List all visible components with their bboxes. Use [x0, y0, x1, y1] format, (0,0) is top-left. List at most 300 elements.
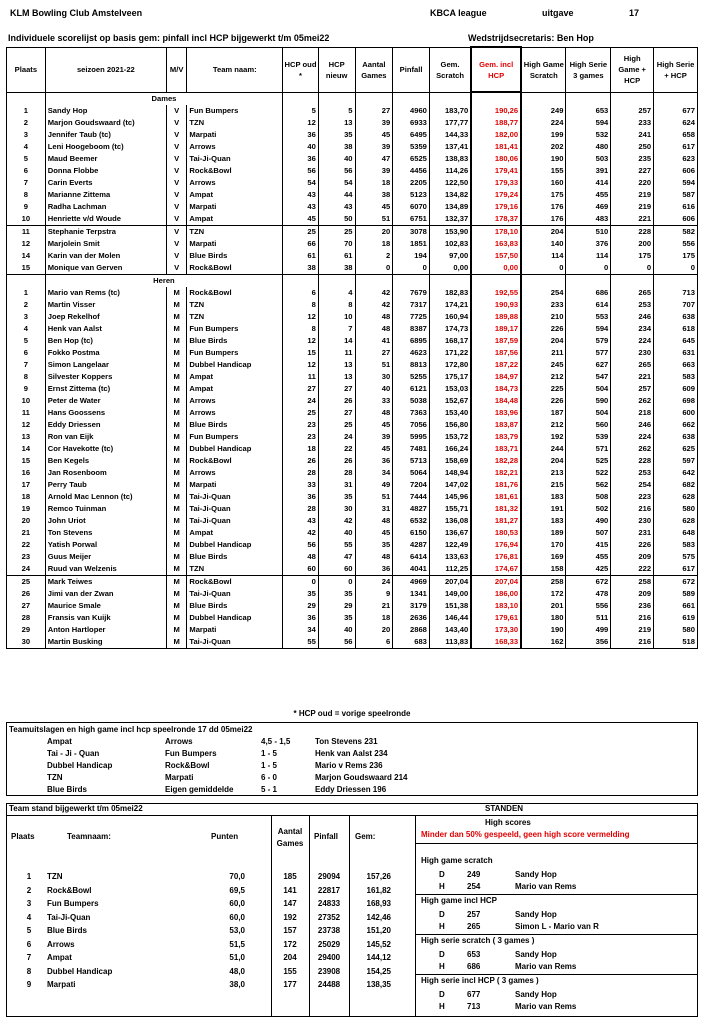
cell: 6121 [393, 383, 430, 395]
cell: 27 [318, 407, 355, 419]
cell: 28 [7, 612, 46, 624]
cell: 614 [566, 299, 611, 311]
cell: 642 [654, 467, 698, 479]
cell: Tai-Ji-Quan [187, 153, 283, 165]
cell: 224 [611, 431, 654, 443]
table-row [7, 250, 698, 262]
cell: 6 [355, 636, 393, 649]
cell: 26 [318, 455, 355, 467]
cell: Arrows [187, 141, 283, 153]
cell: 262 [611, 443, 654, 455]
cell: 11 [7, 225, 46, 238]
team-result-cell: Arrows [165, 737, 193, 746]
cell: 226 [611, 539, 654, 551]
cell: 532 [566, 129, 611, 141]
cell: 158 [521, 563, 566, 576]
cell: 230 [611, 347, 654, 359]
cell: 12 [7, 238, 46, 250]
cell: 8 [283, 299, 319, 311]
cell: Leni Hoogeboom (tc) [45, 141, 166, 153]
cell: 176 [521, 213, 566, 226]
cell: Arnold Mac Lennon (tc) [45, 491, 166, 503]
col-header: Gem. incl HCP [471, 47, 521, 92]
cell: 233 [521, 299, 566, 311]
cell: 40 [318, 527, 355, 539]
cell: 5 [283, 105, 319, 117]
cell: 191 [521, 503, 566, 515]
score-table-body [7, 92, 698, 648]
cell: 230 [611, 515, 654, 527]
high-score-cell: Mario van Rems [515, 1002, 577, 1011]
cell: 6532 [393, 515, 430, 527]
cell: 140 [521, 238, 566, 250]
section-title: Heren [45, 274, 282, 287]
cell: 226 [521, 395, 566, 407]
cell: 219 [611, 189, 654, 201]
cell: 2205 [393, 177, 430, 189]
cell: 3179 [393, 600, 430, 612]
cell: 5995 [393, 431, 430, 443]
cell: 163,83 [471, 238, 521, 250]
cell: 114 [521, 250, 566, 262]
cell: 97,00 [429, 250, 471, 262]
cell: 7481 [393, 443, 430, 455]
cell: 169 [521, 551, 566, 563]
cell: 189,88 [471, 311, 521, 323]
cell: V [167, 117, 187, 129]
cell: 504 [566, 383, 611, 395]
cell: 38 [355, 189, 393, 201]
cell: M [167, 299, 187, 311]
table-row [7, 153, 698, 165]
cell: Blue Birds [187, 250, 283, 262]
table-row [7, 201, 698, 213]
cell: Ernst Zittema (tc) [45, 383, 166, 395]
cell: 29 [318, 600, 355, 612]
cell: TZN [187, 311, 283, 323]
cell: 600 [654, 407, 698, 419]
cell: 7 [7, 177, 46, 189]
cell: 556 [654, 238, 698, 250]
cell: Maurice Smale [45, 600, 166, 612]
standings-cell: 1 [26, 872, 32, 881]
standings-cell: 8 [26, 966, 32, 976]
cell: 682 [654, 479, 698, 491]
cell: 11 [7, 407, 46, 419]
cell: 38 [318, 141, 355, 153]
divider [272, 815, 273, 816]
cell: Marjolein Smit [45, 238, 166, 250]
cell: 144,33 [429, 129, 471, 141]
cell: 507 [566, 527, 611, 539]
cell: 18 [355, 238, 393, 250]
cell: 10 [7, 213, 46, 226]
cell: 3078 [393, 225, 430, 238]
standings-cell: 69,5 [229, 885, 245, 895]
cell: 175 [611, 250, 654, 262]
cell: 5 [318, 105, 355, 117]
standings-cell: 60,0 [229, 899, 245, 908]
standings-cell: 38,0 [229, 980, 245, 989]
cell: 617 [654, 563, 698, 576]
cell: 187,56 [471, 347, 521, 359]
cell: 172 [521, 588, 566, 600]
cell: 490 [566, 515, 611, 527]
cell: 18 [355, 177, 393, 189]
col-header: High Serie + HCP [654, 47, 698, 92]
cell: 56 [318, 165, 355, 177]
standings-label: STANDEN [485, 804, 524, 813]
cell: 23 [7, 551, 46, 563]
cell: Ampat [187, 527, 283, 539]
cell: 48 [355, 515, 393, 527]
cell: 508 [566, 491, 611, 503]
cell: 2636 [393, 612, 430, 624]
divider [349, 815, 350, 1017]
cell: M [167, 503, 187, 515]
cell: 503 [566, 153, 611, 165]
cell: 34 [355, 467, 393, 479]
cell: 653 [566, 105, 611, 117]
cell: 499 [566, 624, 611, 636]
cell: 571 [566, 443, 611, 455]
standings-cell: Rock&Bowl [47, 885, 92, 895]
table-row [7, 539, 698, 551]
cell: 171,22 [429, 347, 471, 359]
cell: 594 [654, 177, 698, 189]
cell: 2 [355, 250, 393, 262]
cell: M [167, 575, 187, 588]
cell: 5 [7, 153, 46, 165]
cell: Mario van Rems (tc) [45, 287, 166, 299]
cell: 36 [283, 612, 319, 624]
cell: 42 [318, 515, 355, 527]
team-result-cell: Blue Birds [47, 785, 88, 794]
cell: 30 [318, 503, 355, 515]
table-row [7, 177, 698, 189]
cell: 35 [318, 491, 355, 503]
cell: 55 [318, 539, 355, 551]
cell: 236 [611, 600, 654, 612]
standings-col-punten: Punten [211, 832, 239, 841]
divider [415, 843, 697, 844]
team-result-cell: 1 - 5 [261, 761, 278, 770]
standings-cell: 177 [283, 980, 297, 989]
cell: 7 [7, 359, 46, 371]
cell: 36 [355, 455, 393, 467]
standings-cell: 141 [283, 885, 297, 895]
cell: 502 [566, 503, 611, 515]
cell: 5359 [393, 141, 430, 153]
standings-cell: 157 [283, 926, 297, 935]
cell: 54 [318, 177, 355, 189]
high-score-cell: Simon L - Mario van R [515, 922, 599, 931]
cell: 39 [355, 431, 393, 443]
cell: 5713 [393, 455, 430, 467]
standings-cell: 2 [26, 885, 32, 895]
cell: 0 [393, 262, 430, 275]
cell: 3 [7, 129, 46, 141]
cell: Donna Flobbe [45, 165, 166, 177]
cell: 39 [355, 117, 393, 129]
cell: 147,02 [429, 479, 471, 491]
cell: 112,25 [429, 563, 471, 576]
cell: 15 [7, 455, 46, 467]
cell: 181,27 [471, 515, 521, 527]
cell: 265 [611, 359, 654, 371]
cell: 606 [654, 165, 698, 177]
cell: Marjon Goudswaard (tc) [45, 117, 166, 129]
cell: M [167, 636, 187, 649]
cell: 209 [611, 588, 654, 600]
cell: 219 [611, 624, 654, 636]
cell: 70 [318, 238, 355, 250]
cell: 175,17 [429, 371, 471, 383]
cell: 30 [355, 371, 393, 383]
cell: Marpati [187, 238, 283, 250]
high-score-cell: H [439, 922, 445, 931]
standings-cell: 53,0 [229, 926, 245, 935]
cell: 25 [283, 407, 319, 419]
team-result-cell: Eddy Driessen 196 [315, 785, 387, 794]
table-row [7, 551, 698, 563]
cell: 663 [654, 359, 698, 371]
standings-cell: 147 [283, 899, 297, 908]
cell: Carin Everts [45, 177, 166, 189]
cell: Tai-Ji-Quan [187, 515, 283, 527]
high-score-cell: Mario van Rems [515, 962, 577, 971]
cell: 0 [283, 575, 319, 588]
cell: 45 [355, 443, 393, 455]
cell: V [167, 153, 187, 165]
cell: 183 [521, 491, 566, 503]
standings-cell: 3 [26, 899, 32, 908]
cell: V [167, 105, 187, 117]
cell: 575 [654, 551, 698, 563]
league-name: KBCA league [430, 8, 487, 18]
cell: 190,26 [471, 105, 521, 117]
cell: 180 [521, 612, 566, 624]
cell: Karin van der Molen [45, 250, 166, 262]
cell: 24 [318, 431, 355, 443]
cell: Dubbel Handicap [187, 359, 283, 371]
cell: 22 [7, 539, 46, 551]
cell: 425 [566, 563, 611, 576]
cell: V [167, 262, 187, 275]
cell: 35 [318, 612, 355, 624]
table-row [7, 213, 698, 226]
high-score-block-title: High serie incl HCP ( 3 games ) [421, 976, 539, 985]
high-score-cell: 265 [467, 922, 481, 931]
cell: 188,77 [471, 117, 521, 129]
cell: 231 [611, 527, 654, 539]
standings-cell: 154,25 [366, 966, 391, 976]
cell: 25 [318, 225, 355, 238]
cell: 204 [521, 225, 566, 238]
cell: 28 [283, 467, 319, 479]
high-score-cell: Sandy Hop [515, 950, 557, 959]
cell: 40 [318, 153, 355, 165]
cell: V [167, 250, 187, 262]
table-row [7, 262, 698, 275]
cell: 628 [654, 491, 698, 503]
secretary: Wedstrijdsecretaris: Ben Hop [468, 33, 594, 43]
cell: 582 [654, 225, 698, 238]
cell: 455 [566, 551, 611, 563]
cell: 212 [521, 371, 566, 383]
cell: 26 [318, 395, 355, 407]
standings-cell: 192 [283, 912, 297, 922]
cell: 13 [318, 117, 355, 129]
standings-cell: 24488 [317, 980, 341, 989]
section-header [7, 274, 698, 287]
cell: 547 [566, 371, 611, 383]
cell: 27 [355, 105, 393, 117]
cell: 221 [611, 371, 654, 383]
cell: 7317 [393, 299, 430, 311]
standings-col-pinfall: Pinfall [314, 832, 339, 841]
high-score-cell: Sandy Hop [515, 990, 557, 999]
cell: 356 [566, 636, 611, 649]
cell: 216 [611, 636, 654, 649]
cell: 227 [611, 165, 654, 177]
page-header [0, 0, 706, 43]
cell: 587 [654, 189, 698, 201]
cell: Fokko Postma [45, 347, 166, 359]
cell: 216 [611, 503, 654, 515]
table-row [7, 225, 698, 238]
cell: 4623 [393, 347, 430, 359]
cell: 56 [318, 636, 355, 649]
cell: 12 [283, 359, 319, 371]
cell: 136,08 [429, 515, 471, 527]
standings-cell: Dubbel Handicap [47, 966, 113, 976]
table-row [7, 624, 698, 636]
uitgave-number: 17 [629, 8, 640, 18]
high-score-cell: 686 [467, 962, 481, 971]
cell: 562 [566, 479, 611, 491]
cell: Ben Hop (tc) [45, 335, 166, 347]
table-row [7, 588, 698, 600]
standings-cell: 51,5 [229, 939, 245, 949]
cell: John Uriot [45, 515, 166, 527]
cell: 23 [283, 419, 319, 431]
cell: Rock&Bowl [187, 262, 283, 275]
cell: M [167, 455, 187, 467]
cell: 35 [283, 588, 319, 600]
cell: Marpati [187, 129, 283, 141]
cell: 228 [611, 455, 654, 467]
cell: 25 [7, 575, 46, 588]
team-result-cell: TZN [47, 773, 63, 782]
col-header: Aantal Games [355, 47, 393, 92]
cell: 38 [318, 262, 355, 275]
cell: 253 [611, 467, 654, 479]
cell: 20 [355, 624, 393, 636]
cell: 580 [654, 503, 698, 515]
cell: Tai-Ji-Quan [187, 491, 283, 503]
cell: 11 [318, 347, 355, 359]
cell: 213 [521, 467, 566, 479]
cell: 45 [355, 419, 393, 431]
cell: Blue Birds [187, 600, 283, 612]
list-subtitle: Individuele scorelijst op basis gem: pinfall incl HCP bijgewerkt t/m 05mei22 [8, 33, 330, 43]
cell: 29 [283, 600, 319, 612]
cell: M [167, 323, 187, 335]
cell: 6933 [393, 117, 430, 129]
cell: M [167, 347, 187, 359]
cell: TZN [187, 299, 283, 311]
cell: 45 [355, 201, 393, 213]
cell: 257 [611, 105, 654, 117]
cell: 184,97 [471, 371, 521, 383]
standings-cell: 48,0 [229, 966, 245, 976]
cell: M [167, 311, 187, 323]
cell: 149,00 [429, 588, 471, 600]
cell: 223 [611, 491, 654, 503]
table-header [7, 47, 698, 92]
standings-cell: 138,35 [366, 980, 391, 989]
cell: Anton Hartloper [45, 624, 166, 636]
cell: Martin Visser [45, 299, 166, 311]
cell: 48 [355, 323, 393, 335]
cell: Tai-Ji-Quan [187, 503, 283, 515]
cell: 6751 [393, 213, 430, 226]
cell: 186,00 [471, 588, 521, 600]
table-row [7, 189, 698, 201]
cell: 48 [355, 407, 393, 419]
col-header: Pinfall [393, 47, 430, 92]
cell: Rock&Bowl [187, 575, 283, 588]
cell: 18 [7, 491, 46, 503]
cell: 483 [566, 213, 611, 226]
cell: 48 [355, 551, 393, 563]
cell: M [167, 479, 187, 491]
cell: 204 [521, 455, 566, 467]
cell: 50 [318, 213, 355, 226]
cell: 26 [7, 588, 46, 600]
standings-col-teamnaam: Teamnaam: [67, 832, 111, 841]
cell: M [167, 395, 187, 407]
cell: 560 [566, 419, 611, 431]
cell: 539 [566, 431, 611, 443]
cell: 609 [654, 383, 698, 395]
cell: 0,00 [429, 262, 471, 275]
cell: 4 [318, 287, 355, 299]
cell: 187,59 [471, 335, 521, 347]
cell: 2 [7, 299, 46, 311]
cell: V [167, 129, 187, 141]
cell: 54 [283, 177, 319, 189]
cell: V [167, 213, 187, 226]
cell: 180,06 [471, 153, 521, 165]
cell: 22 [318, 443, 355, 455]
cell: Sandy Hop [45, 105, 166, 117]
cell: 707 [654, 299, 698, 311]
cell: 194 [393, 250, 430, 262]
cell: 589 [654, 588, 698, 600]
cell: 225 [521, 383, 566, 395]
cell: 27 [7, 600, 46, 612]
cell: 7444 [393, 491, 430, 503]
cell: 222 [611, 563, 654, 576]
cell: Rock&Bowl [187, 165, 283, 177]
cell: 616 [654, 201, 698, 213]
cell: 33 [283, 479, 319, 491]
cell: 4287 [393, 539, 430, 551]
cell: 35 [355, 539, 393, 551]
standings-cell: 24833 [317, 899, 341, 908]
